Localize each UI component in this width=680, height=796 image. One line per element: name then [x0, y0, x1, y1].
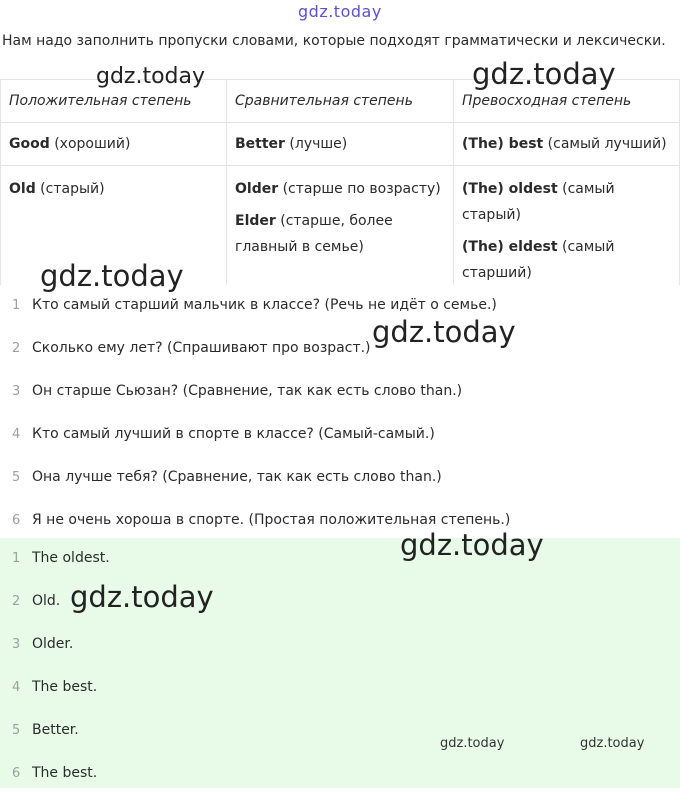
- table-row: [1, 123, 680, 166]
- watermark: gdz.today: [440, 736, 505, 751]
- watermark: gdz.today: [400, 528, 544, 562]
- list-item: 4 Кто самый лучший в спорте в классе? (Самый-самый.): [12, 426, 435, 442]
- header-superlative: Превосходная степень: [454, 80, 680, 123]
- elder-line: Elder (старше, более главный в семье): [235, 213, 393, 255]
- watermark: gdz.today: [372, 315, 516, 349]
- oldest-line: (The) oldest (самый старый): [462, 181, 615, 223]
- cell-oldest-eldest: [454, 166, 680, 293]
- watermark: gdz.today: [96, 64, 206, 89]
- cell-best: (The) best (самый лучший): [454, 123, 680, 166]
- watermark: gdz.today: [580, 736, 645, 751]
- header-positive: Положительная степень: [1, 80, 227, 123]
- intro-text: Нам надо заполнить пропуски словами, которые подходят грамматически и лексически.: [2, 33, 666, 49]
- cell-older-elder: [227, 166, 454, 293]
- cell-old: Old (старый): [1, 166, 227, 293]
- list-item: 4 The best.: [12, 679, 98, 695]
- list-item: 2 Сколько ему лет? (Спрашивают про возраст.): [12, 340, 371, 356]
- watermark: gdz.today: [472, 57, 616, 91]
- list-item: 5 Она лучше тебя? (Сравнение, так как есть слово than.): [12, 469, 442, 485]
- list-item: 1 The oldest.: [12, 550, 110, 566]
- list-item: 3 Он старше Сьюзан? (Сравнение, так как есть слово than.): [12, 383, 463, 399]
- list-item: 1 Кто самый старший мальчик в классе? (Речь не идёт о семье.): [12, 297, 497, 313]
- list-item: 3 Older.: [12, 636, 74, 652]
- cell-good: Good (хороший): [1, 123, 227, 166]
- eldest-line: (The) eldest (самый старший): [462, 239, 615, 281]
- older-line: Older (старше по возрасту): [235, 181, 441, 197]
- list-item: 2 Old.: [12, 593, 61, 609]
- header-comparative: Сравнительная степень: [227, 80, 454, 123]
- answers-list: [0, 538, 680, 788]
- list-item: 6 The best.: [12, 765, 98, 781]
- watermark-top: gdz.today: [298, 2, 382, 21]
- list-item: 6 Я не очень хороша в спорте. (Простая положительная степень.): [12, 512, 511, 528]
- cell-better: Better (лучше): [227, 123, 454, 166]
- questions-list: [0, 285, 680, 543]
- watermark: gdz.today: [70, 580, 214, 614]
- watermark: gdz.today: [40, 259, 184, 293]
- list-item: 5 Better.: [12, 722, 79, 738]
